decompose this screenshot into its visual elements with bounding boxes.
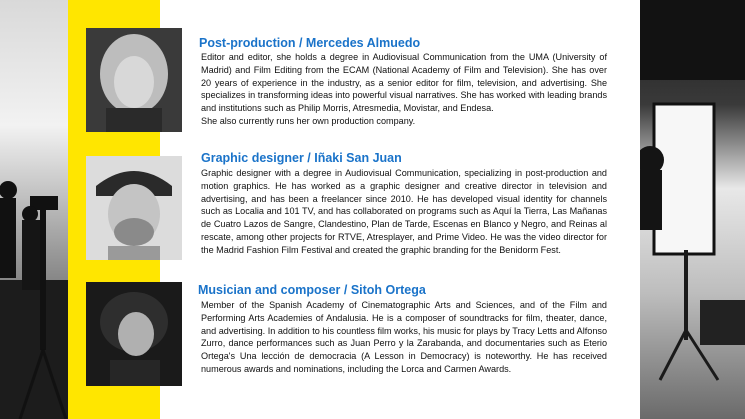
member-3-bio: [201, 299, 607, 376]
member-1-heading: Post-production / Mercedes Almuedo: [199, 36, 421, 50]
member-3-heading: Musician and composer / Sitoh Ortega: [198, 283, 426, 297]
member-2-bio-text: Graphic designer with a degree in Audiovisual Communication, specializing in post-production and motion graphics. He has worked as a graphic designer and creative director in television and advertising, and has been a freelancer since 2010. He has developed visual identity for channels such as Localia and 101 TV, and has collaborated on programs such as Aquí la Tierra, Las Mañanas de Cuatro Lazos de Sangre, Clandestino, Plan de Tarde, Escenas en Blanco y Negro, and Reinas al rescate, among other projects for RTVE, Atresplayer, and Prime Video. He was the video director for the Madrid Fashion Film Festival and created the graphic branding for the Benidorm Fest.: [201, 168, 607, 255]
film-crew-silhouette-icon: [0, 0, 68, 419]
member-1-bio-extra: She also currently runs her own production company.: [201, 115, 416, 126]
portrait-photo-1: [86, 28, 182, 132]
portrait-photo-icon: [86, 282, 182, 386]
member-3-bio-text: Member of the Spanish Academy of Cinematographic Arts and Sciences, and of the Film and Performing Arts Academies of Andalusia. He is a composer of soundtracks for film, theater, dance, and advertising. In addition to his countless film works, his music for plays by Tracy Letts and Alfonso Zurro, dance performances such as Juan Perro y la Zarabanda, and documentaries such as Eterio Ortega's Una lección de democracia (A Lesson in Democracy) is noteworthy. He has received numerous awards and nominations, including the Lorca and Carmen Awards.: [201, 300, 607, 374]
portrait-photo-icon: [86, 156, 182, 260]
member-2-heading: Graphic designer / Iñaki San Juan: [201, 151, 402, 165]
member-1-bio: [201, 51, 607, 128]
member-1-bio-text: Editor and editor, she holds a degree in Audiovisual Communication from the UMA (University of Madrid) and Film Editing from the ECAM (National Academy of Film and Television). She has over 20 years of experience in the industry, as a senior editor for film, television, and advertising. She specializes in transforming ideas into powerful visual narratives. She has worked with leading brands and institutions such as Philip Morris, Atresmedia, Movistar, and Endesa.: [201, 52, 607, 114]
studio-light-silhouette-icon: [640, 0, 745, 419]
portrait-photo-3: [86, 282, 182, 386]
film-set-photo-right: [640, 0, 745, 419]
portrait-photo-icon: [86, 28, 182, 132]
member-2-bio: [201, 167, 607, 257]
film-set-photo-left: [0, 0, 68, 419]
portrait-photo-2: [86, 156, 182, 260]
